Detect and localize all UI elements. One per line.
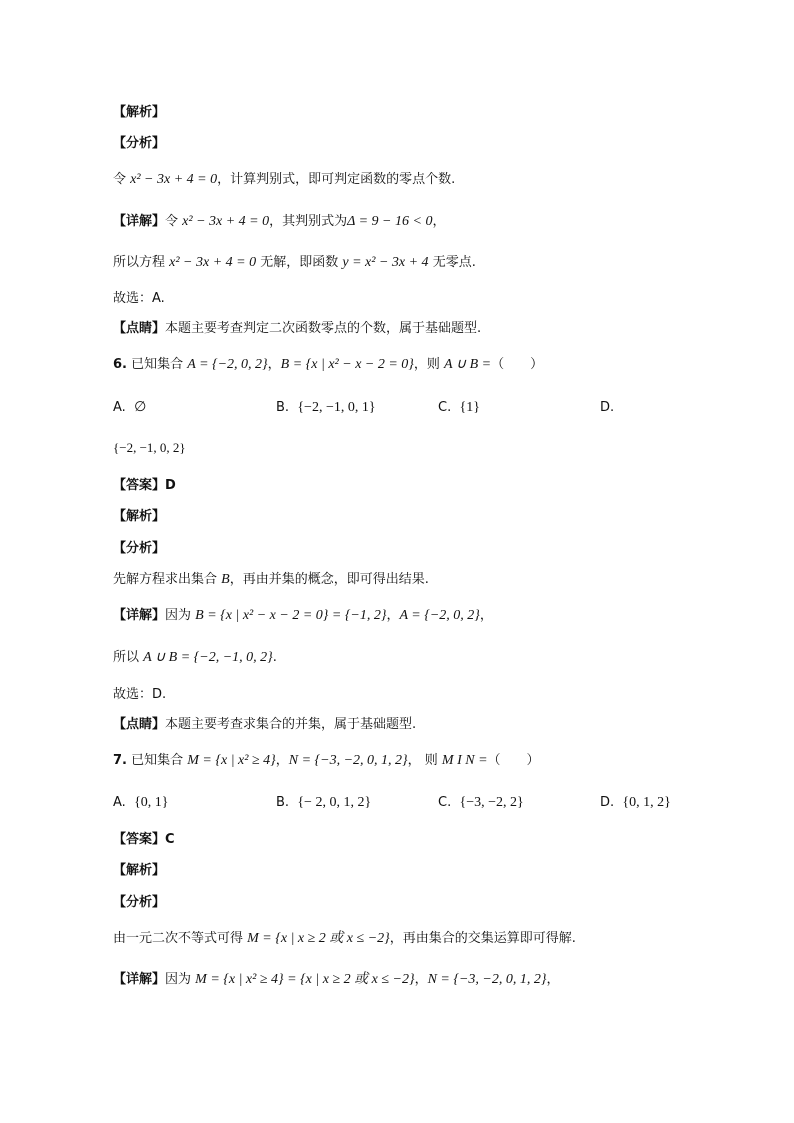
- math-expression: A = {−2, 0, 2}: [399, 608, 480, 623]
- text: 令: [113, 172, 131, 187]
- q6-option-a: [113, 399, 146, 417]
- q6-option-d-label: [600, 399, 614, 417]
- text: 由一元二次不等式可得: [113, 931, 248, 946]
- option-value: {0, 1, 2}: [622, 795, 671, 810]
- q7-option-c: [438, 794, 524, 812]
- option-label: D.: [600, 400, 615, 415]
- comment-line: [113, 716, 416, 734]
- detail-line: [113, 213, 445, 231]
- text: 因为: [165, 972, 196, 987]
- math-expression: N = {−3, −2, 0, 1, 2}: [288, 753, 408, 768]
- section-fenxi-heading: 【分析】: [113, 136, 166, 151]
- conclusion-line: [113, 254, 476, 272]
- option-value: {−3, −2, 2}: [459, 795, 524, 810]
- math-expression: M = {x | x² ≥ 4}: [187, 753, 276, 768]
- q7-option-a: [113, 794, 169, 812]
- math-expression: A ∪ B =: [444, 357, 492, 372]
- text: 本题主要考查求集合的并集，属于基础题型.: [165, 717, 417, 732]
- text: ， 则: [407, 753, 442, 768]
- section-fenxi-heading: 【分析】: [113, 895, 166, 910]
- answer-value: D: [165, 478, 176, 493]
- analysis-line: [113, 571, 429, 589]
- detail-tag: 【详解】: [113, 214, 166, 229]
- text: 已知集合: [131, 357, 188, 372]
- q6-option-d: {−2, −1, 0, 2}: [113, 440, 186, 455]
- conclusion-line: [113, 649, 277, 667]
- math-expression: A = {−2, 0, 2}: [187, 357, 268, 372]
- text: ，其判别式为: [269, 214, 348, 229]
- math-expression: M = {x | x ≥ 2 或 x ≤ −2}: [247, 931, 390, 946]
- text: ，再由集合的交集运算即可得解.: [389, 931, 576, 946]
- detail-line: [113, 971, 560, 989]
- detail-tag: 【详解】: [113, 972, 166, 987]
- question-number: 7.: [113, 753, 127, 768]
- comment-line: [113, 320, 481, 338]
- option-label: A.: [113, 795, 126, 810]
- answer-value: C: [165, 832, 175, 847]
- text: 先解方程求出集合: [113, 572, 222, 587]
- section-analysis-heading: 【解析】: [113, 863, 166, 878]
- math-expression: x² − 3x + 4 = 0: [130, 172, 218, 187]
- option-label: C.: [438, 795, 452, 810]
- option-label: C.: [438, 400, 452, 415]
- text: ，: [432, 214, 446, 229]
- option-label: B.: [276, 795, 290, 810]
- text: ，: [267, 357, 281, 372]
- text: ，则: [413, 357, 445, 372]
- answer-tag: 【答案】: [113, 478, 166, 493]
- option-value: {−2, −1, 0, 1}: [297, 400, 376, 415]
- text: ，: [479, 608, 493, 623]
- text: 所以: [113, 650, 144, 665]
- q7-option-b: [276, 794, 371, 812]
- choose-line: 故选：D.: [113, 687, 167, 702]
- text: 令: [165, 214, 183, 229]
- option-value: ∅: [134, 400, 147, 415]
- section-analysis-heading: 【解析】: [113, 105, 166, 120]
- text: （ ）: [487, 753, 540, 768]
- text: 本题主要考查判定二次函数零点的个数，属于基础题型.: [165, 321, 482, 336]
- section-fenxi-heading: 【分析】: [113, 541, 166, 556]
- text: ，: [546, 972, 560, 987]
- analysis-line: [113, 171, 455, 189]
- option-label: D.: [600, 795, 615, 810]
- comment-tag: 【点睛】: [113, 321, 166, 336]
- text: 无零点.: [428, 255, 476, 270]
- question-7: [113, 752, 540, 770]
- option-value: {1}: [459, 400, 480, 415]
- option-label: B.: [276, 400, 290, 415]
- math-expression: x² − 3x + 4 = 0: [169, 255, 257, 270]
- detail-line: [113, 607, 493, 625]
- math-expression: B = {x | x² − x − 2 = 0} = {−1, 2}: [195, 608, 387, 623]
- math-expression: A ∪ B = {−2, −1, 0, 2}: [143, 650, 273, 665]
- question-6: [113, 356, 543, 374]
- text: （ ）: [491, 357, 544, 372]
- option-value: {0, 1}: [134, 795, 169, 810]
- section-analysis-heading: 【解析】: [113, 509, 166, 524]
- text: ，再由并集的概念，即可得出结果.: [229, 572, 429, 587]
- answer-7: [113, 831, 175, 849]
- math-expression: M I N =: [441, 753, 488, 768]
- text: ，: [275, 753, 289, 768]
- question-number: 6.: [113, 357, 127, 372]
- text: .: [272, 650, 277, 665]
- text: 因为: [165, 608, 196, 623]
- choose-line: 故选：A.: [113, 291, 165, 306]
- analysis-line: [113, 930, 576, 948]
- text: 已知集合: [131, 753, 188, 768]
- answer-tag: 【答案】: [113, 832, 166, 847]
- text: ，: [414, 972, 428, 987]
- math-expression: y = x² − 3x + 4: [342, 255, 429, 270]
- option-value: {− 2, 0, 1, 2}: [297, 795, 372, 810]
- text: ，: [386, 608, 400, 623]
- math-expression: M = {x | x² ≥ 4} = {x | x ≥ 2 或 x ≤ −2}: [195, 972, 415, 987]
- detail-tag: 【详解】: [113, 608, 166, 623]
- text: ，计算判别式，即可判定函数的零点个数.: [217, 172, 456, 187]
- q6-option-c: [438, 399, 480, 417]
- text: 所以方程: [113, 255, 170, 270]
- q7-option-d: [600, 794, 671, 812]
- option-label: A.: [113, 400, 126, 415]
- text: 无解，即函数: [256, 255, 343, 270]
- comment-tag: 【点睛】: [113, 717, 166, 732]
- answer-6: [113, 477, 176, 495]
- math-expression: B = {x | x² − x − 2 = 0}: [280, 357, 414, 372]
- math-expression: x² − 3x + 4 = 0: [182, 214, 270, 229]
- math-expression: N = {−3, −2, 0, 1, 2}: [427, 972, 547, 987]
- q6-option-b: [276, 399, 376, 417]
- math-expression: Δ = 9 − 16 < 0: [347, 214, 433, 229]
- math-expression: B: [221, 572, 230, 587]
